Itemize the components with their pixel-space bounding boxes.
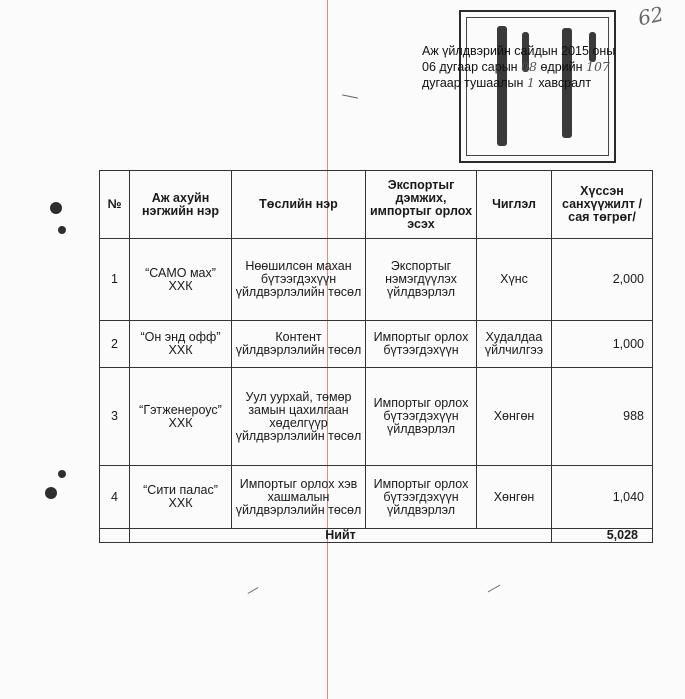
cell-num: 3 [100, 368, 130, 466]
header-direction: Чиглэл [477, 171, 552, 239]
scan-mark [342, 94, 358, 98]
cell-company: “Гэтженероус” ХХК [130, 368, 232, 466]
punch-hole [58, 470, 66, 478]
page-number: 62 [635, 1, 666, 31]
cell-condition: Импортыг орлох бүтээгдэхүүн [366, 321, 477, 368]
cell-condition: Импортыг орлох бүтээгдэхүүн үйлдвэрлэл [366, 466, 477, 529]
total-label: Нийт [130, 529, 552, 543]
header-project: Төслийн нэр [232, 171, 366, 239]
punch-hole [45, 487, 57, 499]
note-line-3: дугаар тушаалын 1 хавсралт [422, 75, 592, 90]
cell-company: “Он энд офф” ХХК [130, 321, 232, 368]
cell-num: 4 [100, 466, 130, 529]
note-line-1: Аж үйлдвэрийн сайдын 2015 оны [422, 44, 616, 58]
table-total-row [100, 529, 653, 543]
header-condition: Экспортыг дэмжих, импортыг орлох эсэх [366, 171, 477, 239]
cell-condition: Экспортыг нэмэгдүүлэх үйлдвэрлэл [366, 239, 477, 321]
order-appendix-note [422, 44, 662, 91]
scan-mark [248, 587, 259, 594]
cell-direction: Хөнгөн [477, 466, 552, 529]
scan-mark [488, 585, 501, 593]
cell-company: “САМО мах” ХХК [130, 239, 232, 321]
total-value: 5,028 [552, 529, 653, 543]
cell-direction: Хөнгөн [477, 368, 552, 466]
punch-hole [50, 202, 62, 214]
cell-funding: 988 [552, 368, 653, 466]
cell-company: “Сити палас” ХХК [130, 466, 232, 529]
cell-funding: 2,000 [552, 239, 653, 321]
cell-num: 1 [100, 239, 130, 321]
handwritten-order-number: 107 [586, 59, 610, 74]
projects-table [99, 170, 653, 543]
cell-funding: 1,000 [552, 321, 653, 368]
cell-num: 2 [100, 321, 130, 368]
cell-empty [100, 529, 130, 543]
cell-direction: Худалдаа үйлчилгээ [477, 321, 552, 368]
table-row [100, 239, 653, 321]
note-line-2: 06 дугаар сарын 08 өдрийн 107 [422, 59, 610, 74]
cell-funding: 1,040 [552, 466, 653, 529]
punch-hole [58, 226, 66, 234]
table-header-row [100, 171, 653, 239]
header-num: № [100, 171, 130, 239]
cell-project: Уул уурхай, төмөр замын цахилгаан хөделгүүр үйлдвэрлэлийн төсөл [232, 368, 366, 466]
table-row [100, 368, 653, 466]
cell-condition: Импортыг орлох бүтээгдэхүүн үйлдвэрлэл [366, 368, 477, 466]
handwritten-appendix-number: 1 [526, 75, 535, 90]
cell-project: Нөөшилсөн махан бүтээгдэхүүн үйлдвэрлэлийн төсөл [232, 239, 366, 321]
cell-project: Импортыг орлох хэв хашмалын үйлдвэрлэлийн төсөл [232, 466, 366, 529]
cell-project: Контент үйлдвэрлэлийн төсөл [232, 321, 366, 368]
table-row [100, 466, 653, 529]
table-row [100, 321, 653, 368]
header-funding: Хүссэн санхүүжилт /сая төгрөг/ [552, 171, 653, 239]
cell-direction: Хүнс [477, 239, 552, 321]
handwritten-day: 08 [521, 59, 537, 74]
header-company: Аж ахуйн нэгжийн нэр [130, 171, 232, 239]
